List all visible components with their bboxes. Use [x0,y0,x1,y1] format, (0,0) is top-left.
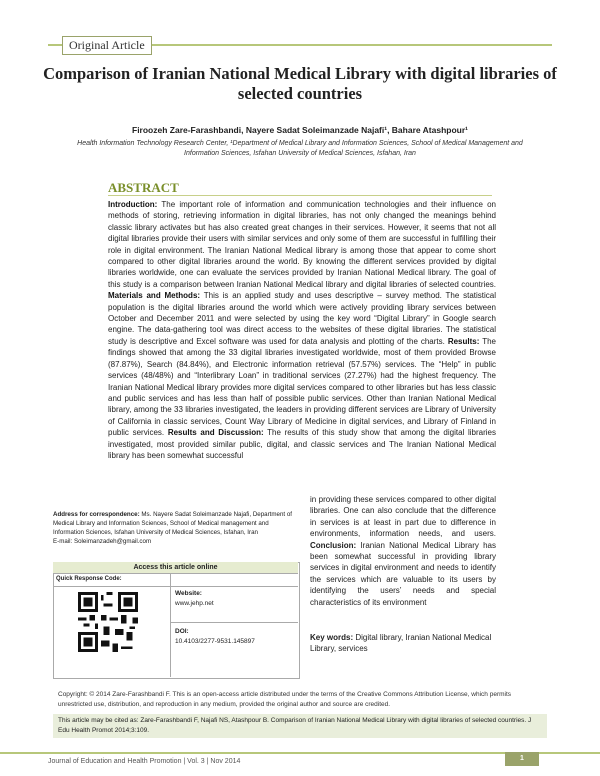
article-title: Comparison of Iranian National Medical Library with digital libraries of selected countries [43,64,557,103]
discussion-text-a: The results of this study show that among the digital libraries investigated, most provided similar public, digital, and classic services and The Iranian National Medical library has been somewhat successful [108,428,497,460]
conclusion-text: Iranian National Medical Library has been somewhat successful in providing library services in digital environment and needs to identify the services which are valuable to its users by identifying the users’ needs and special characteristics of its environment [310,540,496,607]
website-label: Website: [175,590,202,597]
article-type-tag: Original Article [62,36,152,55]
citation-box: This article may be cited as: Zare-Farashbandi F, Najafi NS, Atashpour B. Comparison of Iranian National Medical Library with digital libraries of selected countries. J Edu Health Promot 2014;3:109. [53,714,547,738]
box-divider [170,622,298,623]
methods-text: This is an applied study and uses descriptive – survey method. The statistical population is the digital libraries around the world which were actively providing library services between October and December 2011 and were selected by using the key word “Digital Library” in Google search engine. The data-gathering tool was direct access to the websites of these digital libraries. The statistical study is descriptive and Excel software was used for data analysis and plotting of the charts. [108,291,497,346]
journal-footer: Journal of Education and Health Promotion | Vol. 3 | Nov 2014 [48,758,241,765]
discussion-label: Results and Discussion: [167,428,264,438]
box-divider [170,574,171,677]
keywords [310,632,496,654]
affiliation: Health Information Technology Research Center, ¹Department of Medical Library and Information Sciences, School of Medical Management and Information Sciences, Isfahan University of Medical Sciences, Isfahan, Iran [77,140,523,157]
results-label: Results: [447,336,480,346]
access-box-heading: Access this article online [53,562,298,574]
correspondence-label: Address for correspondence: [53,511,140,518]
authors: Firoozeh Zare-Farashbandi, Nayere Sadat Soleimanzade Najafi¹, Bahare Atashpour¹ [132,125,468,135]
intro-label: Introduction: [108,200,158,209]
correspondence-text: Ms. Nayere Sadat Soleimanzade Najafi, Department of Medical Library and Information Sciences, School of Medical management and Information Sciences, Isfahan University of Medical Sciences, Isfahan, Iran [53,511,293,536]
abstract-rule [108,195,492,196]
correspondence [53,510,298,546]
methods-label: Materials and Methods: [108,291,201,301]
box-divider [53,586,298,587]
conclusion-label: Conclusion: [310,540,357,550]
email[interactable]: E-mail: Soleimanzadeh@gmail.com [53,538,152,545]
abstract-body [108,199,496,461]
doi-label: DOI: [175,628,189,635]
keywords-label: Key words: [310,633,354,642]
abstract-body-continued [310,494,496,608]
copyright-notice: Copyright: © 2014 Zare-Farashbandi F. This is an open-access article distributed under the terms of the Creative Commons Attribution License, which permits unrestricted use, distribution, and reproduction in any medium, provided the original author and source are credited. [58,691,512,708]
abstract-heading: ABSTRACT [108,180,179,195]
discussion-text-b: in providing these services compared to other digital libraries. One can also conclude that the difference in services is at least in part due to difference in environments, information needs, and users. [310,495,496,539]
qr-code-icon [78,592,138,652]
website-link[interactable]: www.jehp.net [175,600,214,607]
page-number: 1 [505,752,539,766]
results-text: The findings showed that among the 33 digital libraries investigated worldwide, most of them provided Browse (87.87%), Search (84.84%), and Electronic information retrieval (57.57%) services. The “Help” in public services (48/48%) and “Interlibrary Loan” in traditional services (27.27%) had the highest frequency. The Iranian National Medical library provides more digital services compared to other libraries but has less classic and public services and has less than half of possible public services. Other than Iranian National Medical library, among the 33 libraries investigated, the leaders in providing different services are Library of University of California in classic services, Count Way Library of Medicine in digital services, and Library of Finland in public services. [108,336,496,438]
qr-label: Quick Response Code: [56,576,122,582]
intro-text: The important role of information and communication technologies and their influence on methods of storing, retrieving information in digital libraries, has not only changed the meanings behind classic library activates but has also created great changes in their services. However, it seems that not all digital libraries provide their users with similar services and only some of them are successful in fulfilling their role in digital environment. The Iranian National Medical library is among those that appear to come short compared to other digital libraries around the world. By knowing the different services provided by digital libraries worldwide, one can evaluate the services provided by Iranian National Medical library. The goal of this study is a comparison between Iranian National Medical library and digital libraries of selected countries. [108,200,497,289]
keywords-text: Digital library, Iranian National Medical Library, services [310,633,492,653]
doi-value[interactable]: 10.4103/2277-9531.145897 [175,638,255,645]
